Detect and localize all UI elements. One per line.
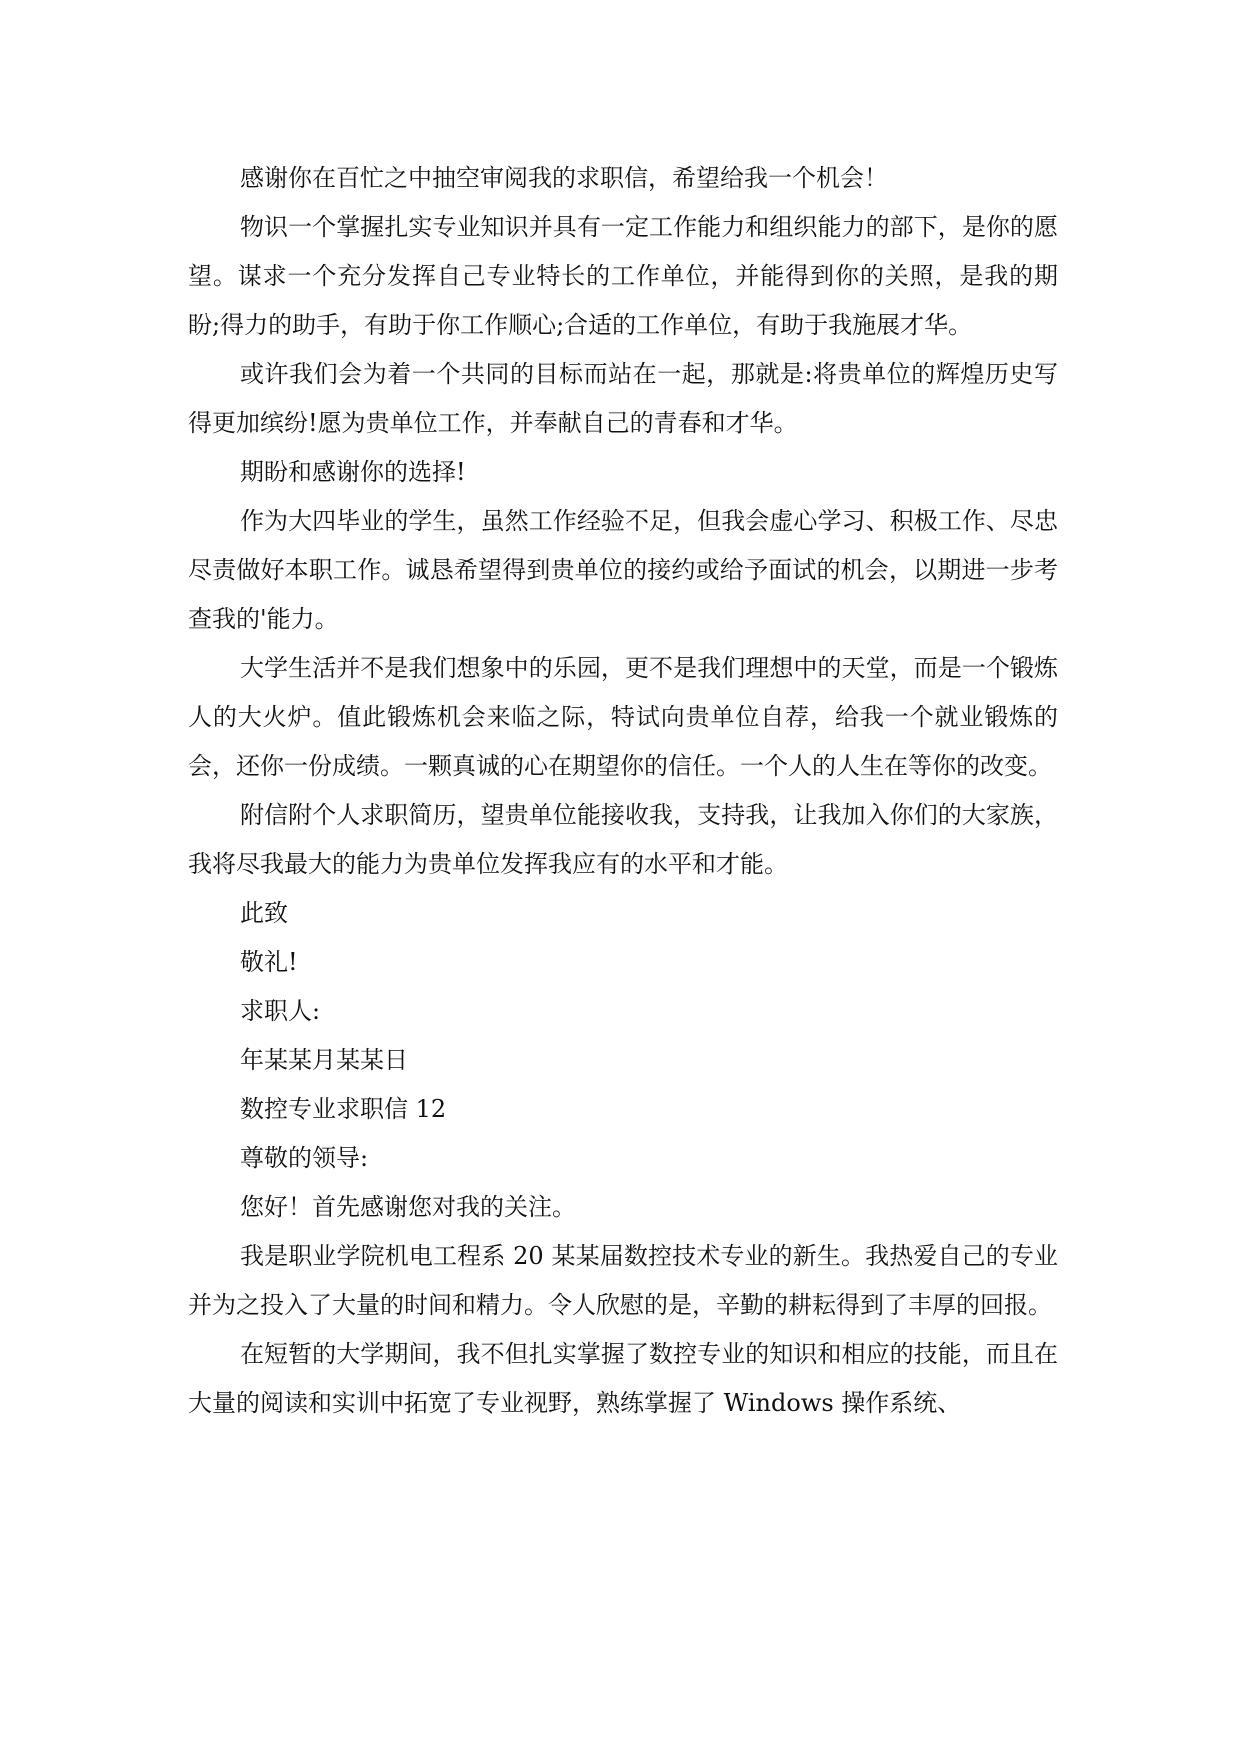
greeting: 您好！首先感谢您对我的关注。 <box>240 1193 576 1221</box>
closing-jingli: 敬礼! <box>240 948 298 976</box>
date-line: 年某某月某某日 <box>240 1046 408 1074</box>
paragraph-goal: 或许我们会为着一个共同的目标而站在一起，那就是:将贵单位的辉煌历史写得更加缤纷!愿为贵单位工作，并奉献自己的青春和才华。 <box>188 360 1058 437</box>
paragraph-graduate: 作为大四毕业的学生，虽然工作经验不足，但我会虚心学习、积极工作、尽忠尽责做好本职工作。诚恳希望得到贵单位的接约或给予面试的机会，以期进一步考查我的'能力。 <box>188 507 1058 633</box>
applicant-label: 求职人: <box>240 997 321 1025</box>
paragraph-skills: 在短暂的大学期间，我不但扎实掌握了数控专业的知识和相应的技能，而且在大量的阅读和实训中拓宽了专业视野，熟练掌握了 Windows 操作系统、 <box>188 1340 1058 1417</box>
paragraph-expect: 期盼和感谢你的选择! <box>240 458 466 486</box>
paragraph-introduction: 我是职业学院机电工程系 20 某某届数控技术专业的新生。我热爱自己的专业并为之投入了大量的时间和精力。令人欣慰的是，辛勤的耕耘得到了丰厚的回报。 <box>188 1242 1058 1319</box>
paragraph-resume: 附信附个人求职简历，望贵单位能接收我，支持我，让我加入你们的大家族，我将尽我最大的能力为贵单位发挥我应有的水平和才能。 <box>188 801 1058 878</box>
paragraph-thanks: 感谢你在百忙之中抽空审阅我的求职信，希望给我一个机会！ <box>240 164 888 192</box>
salutation: 尊敬的领导: <box>240 1144 369 1172</box>
closing-cizhi: 此致 <box>240 899 288 927</box>
paragraph-college-life: 大学生活并不是我们想象中的乐园，更不是我们理想中的天堂，而是一个锻炼人的大火炉。值此锻炼机会来临之际，特试向贵单位自荐，给我一个就业锻炼的会，还你一份成绩。一颗真诚的心在期望你的信任。一个人的人生在等你的改变。 <box>188 654 1058 780</box>
section-title: 数控专业求职信 12 <box>240 1095 447 1123</box>
document-body <box>188 154 1058 1428</box>
paragraph-wish: 物识一个掌握扎实专业知识并具有一定工作能力和组织能力的部下，是你的愿望。谋求一个充分发挥自己专业特长的工作单位，并能得到你的关照，是我的期盼;得力的助手，有助于你工作顺心;合适的工作单位，有助于我施展才华。 <box>188 213 1058 339</box>
